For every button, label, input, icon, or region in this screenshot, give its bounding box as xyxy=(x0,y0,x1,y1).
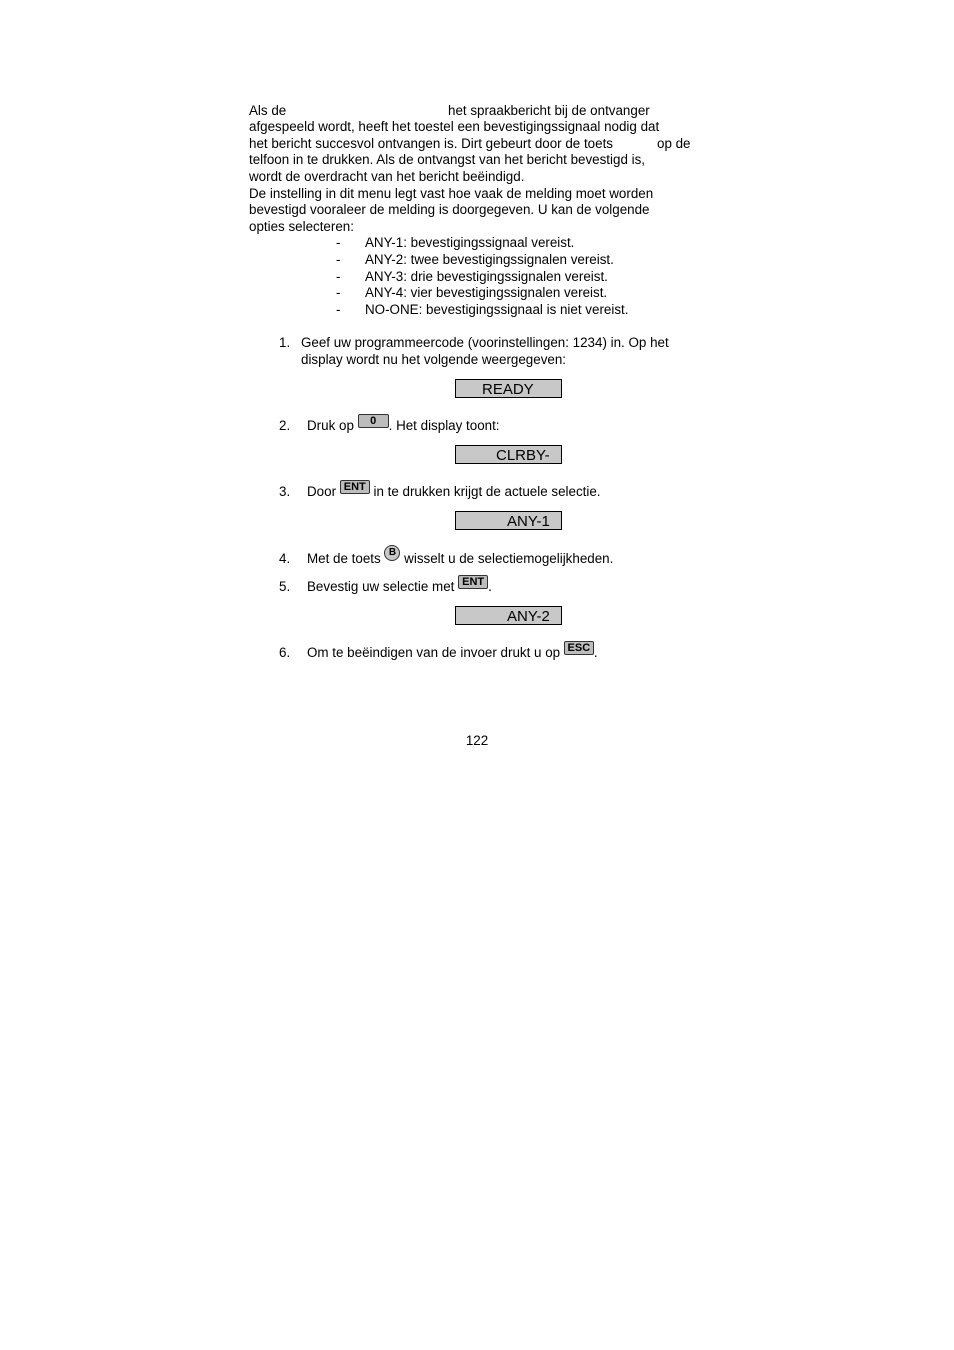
intro-line-1a: Als de xyxy=(249,103,287,118)
option-any-3: ANY-3: drie bevestigingssignalen vereist. xyxy=(365,269,608,284)
intro-line-2: afgespeeld wordt, heeft het toestel een bevestigingssignaal nodig dat xyxy=(249,119,660,134)
intro-line-3a: het bericht succesvol ontvangen is. Dirt gebeurt door de toets xyxy=(249,136,613,151)
intro-line-7: bevestigd vooraleer de melding is doorgegeven. U kan de volgende xyxy=(249,202,650,217)
display-clrby xyxy=(455,445,562,464)
step-1-line-1: Geef uw programmeercode (voorinstellingen: 1234) in. Op het xyxy=(301,335,669,350)
option-no-one: NO-ONE: bevestigingssignaal is niet vereist. xyxy=(365,302,629,317)
step-5-text-b: . xyxy=(488,579,492,594)
step-4-number: 4. xyxy=(279,551,291,566)
intro-line-5: wordt de overdracht van het bericht beëindigd. xyxy=(249,169,525,184)
display-text: ANY-1 xyxy=(507,513,550,530)
list-dash: - xyxy=(336,285,341,300)
step-5-number: 5. xyxy=(279,579,291,594)
display-text: CLRBY- xyxy=(496,447,550,464)
step-4-text-a: Met de toets xyxy=(307,551,381,566)
step-6-number: 6. xyxy=(279,645,291,660)
key-ent-icon: ENT xyxy=(458,575,488,589)
step-2-text xyxy=(307,415,500,434)
page-number: 122 xyxy=(465,733,489,748)
step-3-text-a: Door xyxy=(307,484,337,499)
step-4-text xyxy=(307,547,614,567)
step-1-line-2: display wordt nu het volgende weergegeven: xyxy=(301,352,567,367)
step-2-number: 2. xyxy=(279,418,291,433)
list-dash: - xyxy=(336,252,341,267)
key-zero-icon: 0 xyxy=(358,414,389,428)
list-dash: - xyxy=(336,269,341,284)
step-4-text-b: wisselt u de selectiemogelijkheden. xyxy=(404,551,614,566)
intro-line-4: telfoon in te drukken. Als de ontvangst van het bericht bevestigd is, xyxy=(249,152,646,167)
step-6-text xyxy=(307,642,598,661)
key-ent-icon: ENT xyxy=(340,480,370,494)
display-text: ANY-2 xyxy=(507,608,550,625)
step-6-text-b: . xyxy=(593,645,598,660)
intro-line-6: De instelling in dit menu legt vast hoe vaak de melding moet worden xyxy=(249,186,654,201)
key-b-icon: B xyxy=(384,545,400,561)
step-5-text-a: Bevestig uw selectie met xyxy=(307,579,455,594)
step-6-text-a: Om te beëindigen van de invoer drukt u op xyxy=(307,645,561,660)
intro-line-1b: het spraakbericht bij de ontvanger xyxy=(448,103,650,118)
display-ready xyxy=(455,379,562,398)
step-1-number: 1. xyxy=(279,335,291,350)
key-esc-icon: ESC xyxy=(564,641,594,655)
display-any-1 xyxy=(455,511,562,530)
display-any-2 xyxy=(455,606,562,625)
display-text: READY xyxy=(482,381,534,398)
list-dash: - xyxy=(336,302,341,317)
step-3-text xyxy=(307,481,601,500)
list-dash: - xyxy=(336,235,341,250)
step-3-text-b: in te drukken krijgt de actuele selectie. xyxy=(373,484,601,499)
step-5-text xyxy=(307,576,492,595)
step-2-text-b: . Het display toont: xyxy=(388,418,500,433)
intro-line-8: opties selecteren: xyxy=(249,219,354,234)
step-2-text-a: Druk op xyxy=(307,418,354,433)
option-any-1: ANY-1: bevestigingssignaal vereist. xyxy=(365,235,575,250)
intro-line-3b: op de xyxy=(657,136,691,151)
step-3-number: 3. xyxy=(279,484,291,499)
option-any-2: ANY-2: twee bevestigingssignalen vereist. xyxy=(365,252,614,267)
option-any-4: ANY-4: vier bevestigingssignalen vereist. xyxy=(365,285,608,300)
